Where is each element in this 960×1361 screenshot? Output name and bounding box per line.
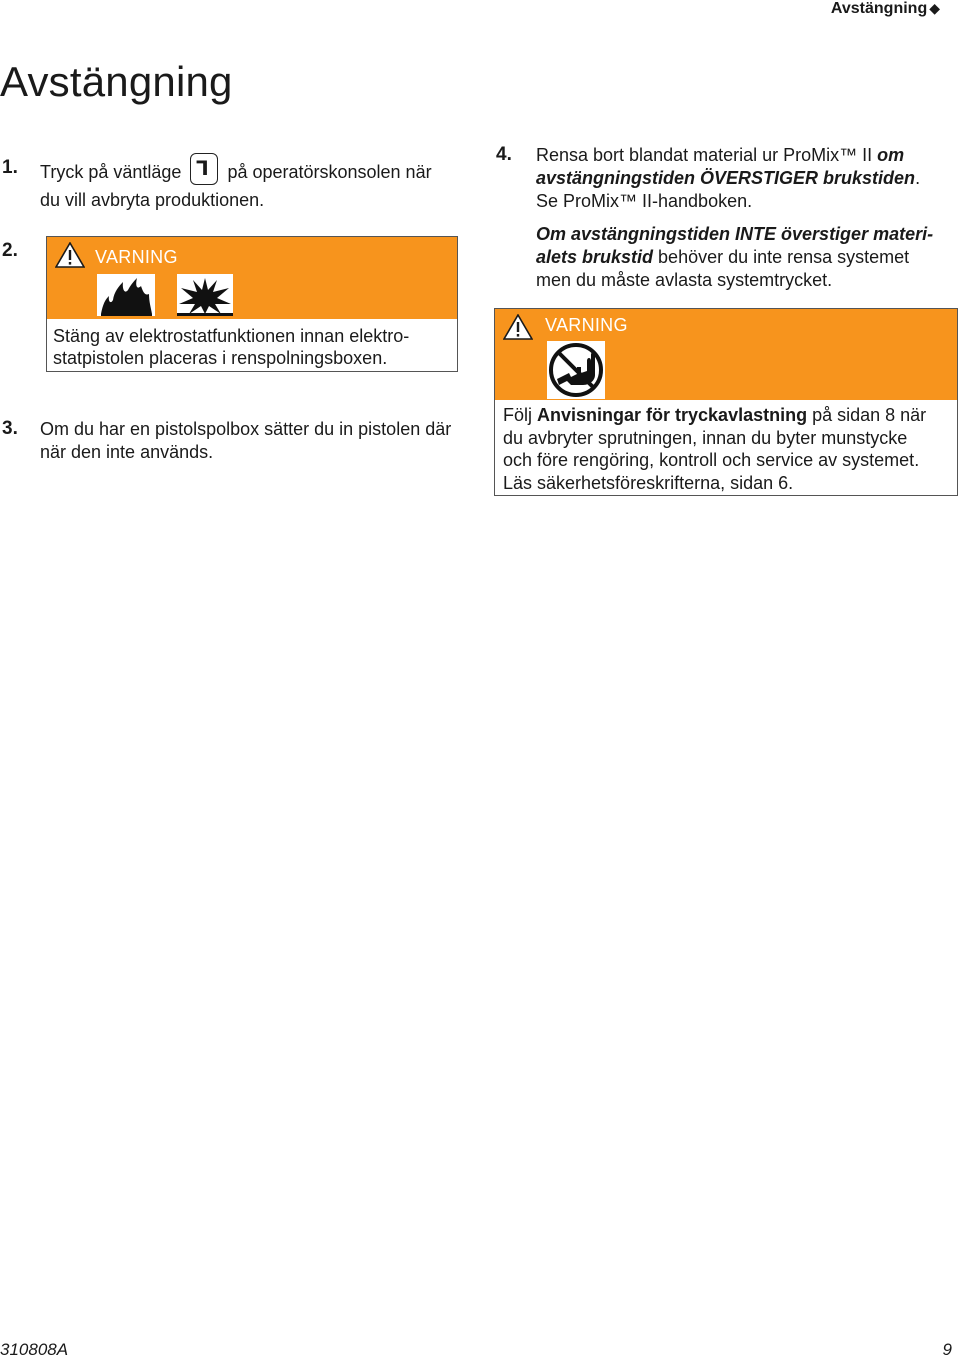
step-1-number: 1. [2, 157, 18, 178]
pressure-relief-ref: Anvisningar för tryckavlastning [537, 405, 808, 425]
warning2-line3: och före rengöring, kontroll och service av systemet. [503, 450, 920, 470]
step-1-text-before: Tryck på väntläge [40, 161, 182, 182]
warning2-line2: du avbryter sprutningen, innan du byter munstycke [503, 427, 908, 448]
standby-key-glyph: ⅂ [196, 156, 208, 180]
step-4-p2-line3: men du måste avlasta systemtrycket. [536, 270, 833, 290]
step-4-line2 [536, 167, 956, 190]
standby-key-icon [190, 153, 218, 185]
step-4-p2-line2 [536, 246, 956, 269]
page-number: 9 [942, 1340, 952, 1359]
no-hand-on-gun-icon [547, 341, 605, 399]
warning-triangle-icon [55, 242, 85, 268]
step-4-line1-plain: Rensa bort blandat material ur ProMix™ II [536, 145, 878, 165]
step-4-line2-emph: avstängningstiden ÖVERSTIGER brukstiden [536, 168, 916, 188]
step-4-line1-emph: om [877, 145, 905, 165]
warning-body [53, 325, 409, 369]
step-3-text [40, 418, 470, 464]
running-header [831, 0, 940, 18]
warning-label-2: VARNING [545, 315, 628, 335]
warning-box-electrostatic [46, 236, 458, 372]
step-1-line2: du vill avbryta produktionen. [40, 190, 265, 210]
step-1-text [40, 157, 460, 212]
header-section: Avstängning [830, 0, 928, 17]
warning2-line1 [503, 404, 926, 427]
step-4-line2-end: . [915, 168, 921, 188]
step-4-text [536, 144, 956, 292]
warning-label: VARNING [95, 247, 178, 267]
step-4-p2-line2-rest: behöver du inte rensa systemet [653, 247, 910, 267]
warning-body-2 [503, 404, 926, 494]
warning-body-line1: Stäng av elektrostatfunktionen innan elektro- [53, 326, 410, 346]
step-1-text-after: på operatörskonsolen när [227, 161, 432, 182]
warning-header-bar [47, 237, 457, 319]
warning-body-line2: statpistolen placeras i renspolningsboxen. [53, 348, 388, 368]
step-4-line1 [536, 144, 956, 167]
step-4-line3: Se ProMix™ II-handboken. [536, 191, 753, 211]
step-3-line1: Om du har en pistolspolbox sätter du in pistolen där [40, 419, 452, 439]
warning-box-pressure [494, 308, 958, 496]
step-4-number: 4. [496, 144, 512, 165]
step-2-number: 2. [2, 240, 18, 261]
step-3-number: 3. [2, 418, 18, 439]
diamond-icon: ◆ [929, 0, 940, 16]
warning2-line4: Läs säkerhetsföreskrifterna, sidan 6. [503, 472, 794, 493]
doc-number: 310808A [0, 1340, 69, 1359]
explosion-hazard-icon [177, 274, 233, 316]
fire-hazard-icon [97, 274, 155, 316]
step-3-line2: när den inte används. [40, 442, 214, 462]
warning2-line1-a: Följ [503, 405, 538, 425]
warning-header-bar-2 [495, 309, 957, 400]
warning-triangle-icon [503, 314, 533, 340]
warning2-line1-c: på sidan 8 när [807, 405, 927, 425]
step-4-p2-line1: Om avstängningstiden INTE överstiger materi- [536, 224, 934, 244]
page-title: Avstängning [0, 58, 233, 105]
step-4-p2-line2-emph: alets brukstid [536, 247, 654, 267]
